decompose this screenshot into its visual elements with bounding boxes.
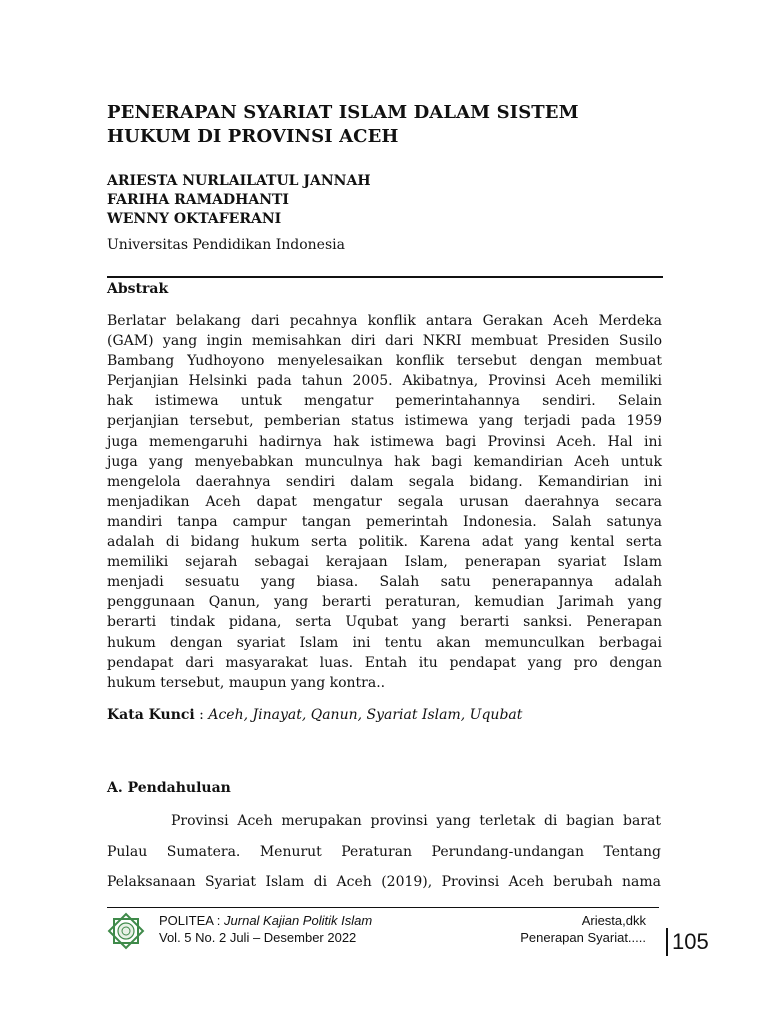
abstract-line: adalah di bidang hukum serta politik. Karena adat yang kental serta [107, 534, 662, 551]
footer-journal-info [159, 912, 372, 946]
keywords-separator: : [194, 707, 209, 723]
section-line: Provinsi Aceh merupakan provinsi yang terletak di bagian barat [171, 813, 661, 829]
keywords-label: Kata Kunci [107, 707, 195, 723]
abstract-line: mandiri tanpa campur tangan pemerintah Indonesia. Salah satunya [107, 513, 662, 530]
footer-author-short: Ariesta,dkk [581, 913, 646, 928]
abstract-line: hukum dengan syariat Islam ini tentu akan memunculkan berbagai [107, 634, 662, 651]
footer-divider [107, 907, 659, 908]
journal-logo-icon [106, 911, 146, 951]
abstract-line: mengelola daerahnya sendiri dalam segala bidang. Kemandirian ini [107, 473, 662, 490]
abstract-divider [107, 276, 663, 278]
abstract-line: memiliki sejarah sebagai kerajaan Islam, penerapan syariat Islam [107, 554, 662, 571]
footer-journal-prefix: POLITEA : [159, 913, 225, 928]
abstract-line: pendapat dari masyarakat luas. Entah itu pendapat yang pro dengan [107, 654, 662, 671]
footer-title-short: Penerapan Syariat..... [520, 930, 646, 945]
section-line: Pelaksanaan Syariat Islam di Aceh (2019), Provinsi Aceh berubah nama [107, 874, 661, 890]
footer-running-head [520, 912, 646, 946]
abstract-line: menjadikan Aceh dapat mengatur segala urusan daerahnya secara [107, 493, 662, 510]
paper-title: PENERAPAN SYARIAT ISLAM DALAM SISTEM HUKUM DI PROVINSI ACEH [107, 102, 579, 147]
abstract-line: berarti tindak pidana, serta Uqubat yang berarti sanksi. Penerapan [107, 614, 662, 631]
keywords [107, 706, 522, 725]
abstract-line: juga memengaruhi hadirnya hak istimewa bagi Provinsi Aceh. Hal ini [107, 433, 662, 450]
section-heading: A. Pendahuluan [107, 780, 231, 796]
keywords-values: Aceh, Jinayat, Qanun, Syariat Islam, Uqubat [208, 707, 523, 723]
abstract-line: hak istimewa untuk mengatur pemerintahannya sendiri. Selain [107, 393, 662, 410]
author-name: WENNY OKTAFERANI [107, 211, 282, 227]
section-line: Pulau Sumatera. Menurut Peraturan Perundang-undangan Tentang [107, 843, 661, 860]
page-number: 105 [666, 928, 709, 956]
abstract-line: penggunaan Qanun, yang berarti peraturan, kemudian Jarimah yang [107, 594, 662, 611]
author-name: ARIESTA NURLAILATUL JANNAH [107, 173, 371, 189]
abstract-heading: Abstrak [107, 281, 169, 297]
author-name: FARIHA RAMADHANTI [107, 192, 289, 208]
abstract-line: hukum tersebut, maupun yang kontra.. [107, 674, 386, 691]
abstract-line: (GAM) yang ingin memisahkan diri dari NKRI membuat Presiden Susilo [107, 333, 662, 350]
footer-journal-name: Jurnal Kajian Politik Islam [224, 913, 373, 928]
abstract-body [107, 311, 662, 693]
footer-volume: Vol. 5 No. 2 Juli – Desember 2022 [159, 930, 357, 945]
abstract-line: perjanjian tersebut, pemberian status istimewa yang terjadi pada 1959 [107, 413, 662, 430]
author-list [107, 172, 667, 229]
abstract-line: Bambang Yudhoyono menyelesaikan konflik tersebut dengan membuat [107, 353, 662, 370]
section-body [107, 806, 661, 898]
abstract-line: juga yang menyebabkan munculnya hak bagi kemandirian Aceh untuk [107, 453, 662, 470]
abstract-line: menjadi sesuatu yang biasa. Salah satu penerapannya adalah [107, 574, 662, 591]
abstract-line: Berlatar belakang dari pecahnya konflik antara Gerakan Aceh Merdeka [107, 313, 662, 329]
affiliation: Universitas Pendidikan Indonesia [107, 237, 345, 253]
abstract-line: Perjanjian Helsinki pada tahun 2005. Akibatnya, Provinsi Aceh memiliki [107, 373, 662, 390]
